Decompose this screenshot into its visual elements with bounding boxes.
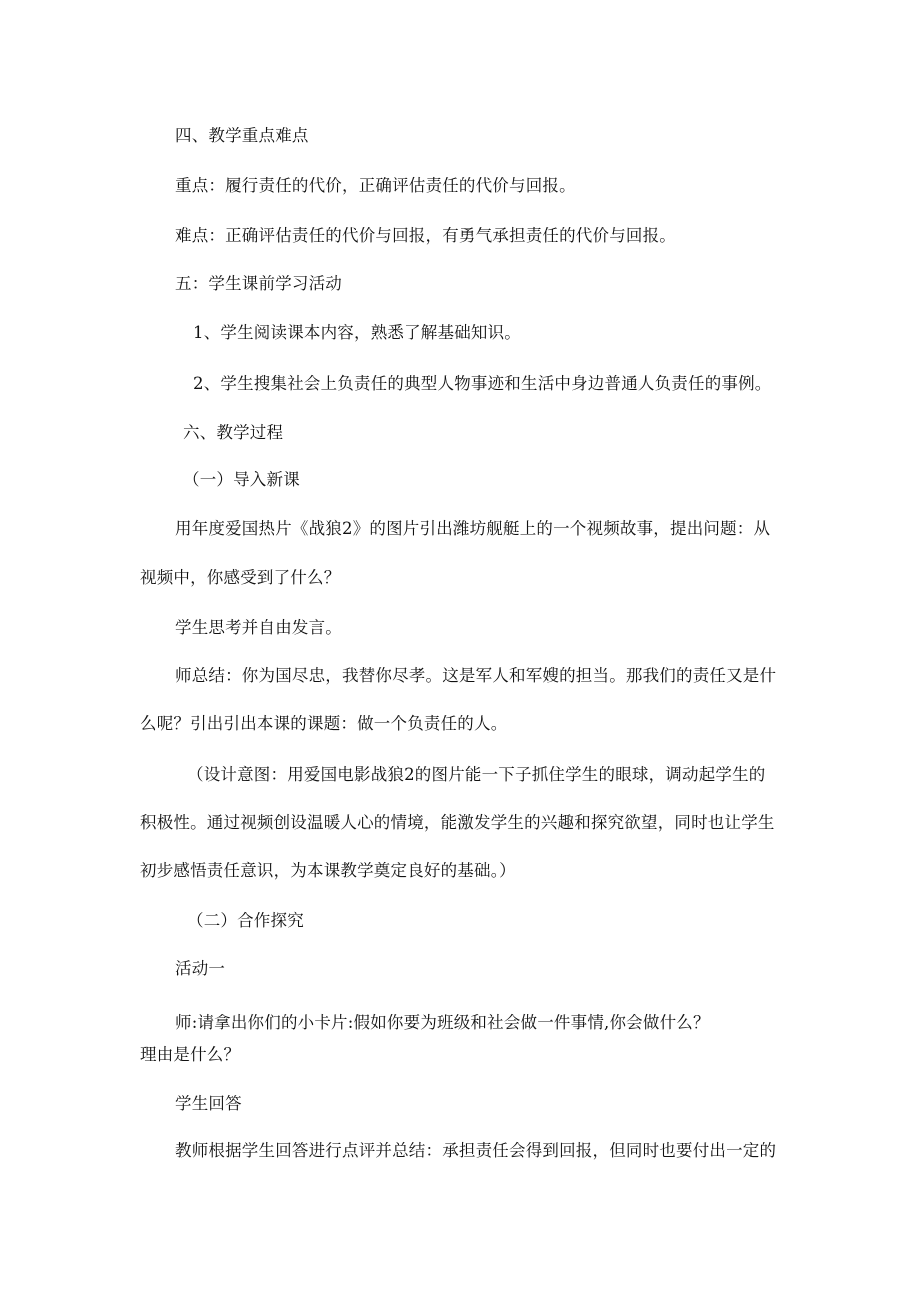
section-5-item-1: 1、学生阅读课本内容，熟悉了解基础知识。 xyxy=(193,323,521,342)
difficult-point-text: 难点：正确评估责任的代价与回报，有勇气承担责任的代价与回报。 xyxy=(175,226,676,245)
design-intent-line-3: 初步感悟责任意识，为本课教学奠定良好的基础。） xyxy=(140,861,516,880)
activity-1-heading: 活动一 xyxy=(175,959,226,978)
section-4-heading: 四、教学重点难点 xyxy=(175,126,309,145)
teacher-question-line-2: 理由是什么？ xyxy=(140,1045,241,1064)
section-6-heading: 六、教学过程 xyxy=(183,423,284,442)
design-intent-line-2: 积极性。通过视频创设温暖人心的情境，能激发学生的兴趣和探究欲望，同时也让学生 xyxy=(140,813,775,832)
intro-paragraph-line-1: 用年度爱国热片《战狼2》的图片引出潍坊舰艇上的一个视频故事，提出问题：从 xyxy=(175,519,771,538)
intro-paragraph-line-2: 视频中，你感受到了什么？ xyxy=(140,568,341,587)
teacher-question-line-1: 师:请拿出你们的小卡片:假如你要为班级和社会做一件事情,你会做什么？ xyxy=(175,1013,710,1032)
student-answer: 学生回答 xyxy=(175,1094,242,1113)
intro-paragraph-3-line-1: 师总结：你为国尽忠，我替你尽孝。这是军人和军嫂的担当。那我们的责任又是什 xyxy=(175,666,777,685)
intro-paragraph-3-line-2: 么呢？引出引出本课的课题：做一个负责任的人。 xyxy=(140,714,508,733)
section-5-heading: 五：学生课前学习活动 xyxy=(175,274,342,293)
section-5-item-2: 2、学生搜集社会上负责任的典型人物事迹和生活中身边普通人负责任的事例。 xyxy=(193,374,772,393)
subsection-2-heading: （二）合作探究 xyxy=(187,911,304,930)
subsection-1-heading: （一）导入新课 xyxy=(183,470,300,489)
intro-paragraph-2: 学生思考并自由发言。 xyxy=(175,618,342,637)
key-point-text: 重点：履行责任的代价，正确评估责任的代价与回报。 xyxy=(175,176,576,195)
design-intent-line-1: （设计意图：用爱国电影战狼2的图片能一下子抓住学生的眼球，调动起学生的 xyxy=(187,765,766,784)
teacher-summary-line-1: 教师根据学生回答进行点评并总结：承担责任会得到回报，但同时也要付出一定的 xyxy=(175,1141,777,1160)
